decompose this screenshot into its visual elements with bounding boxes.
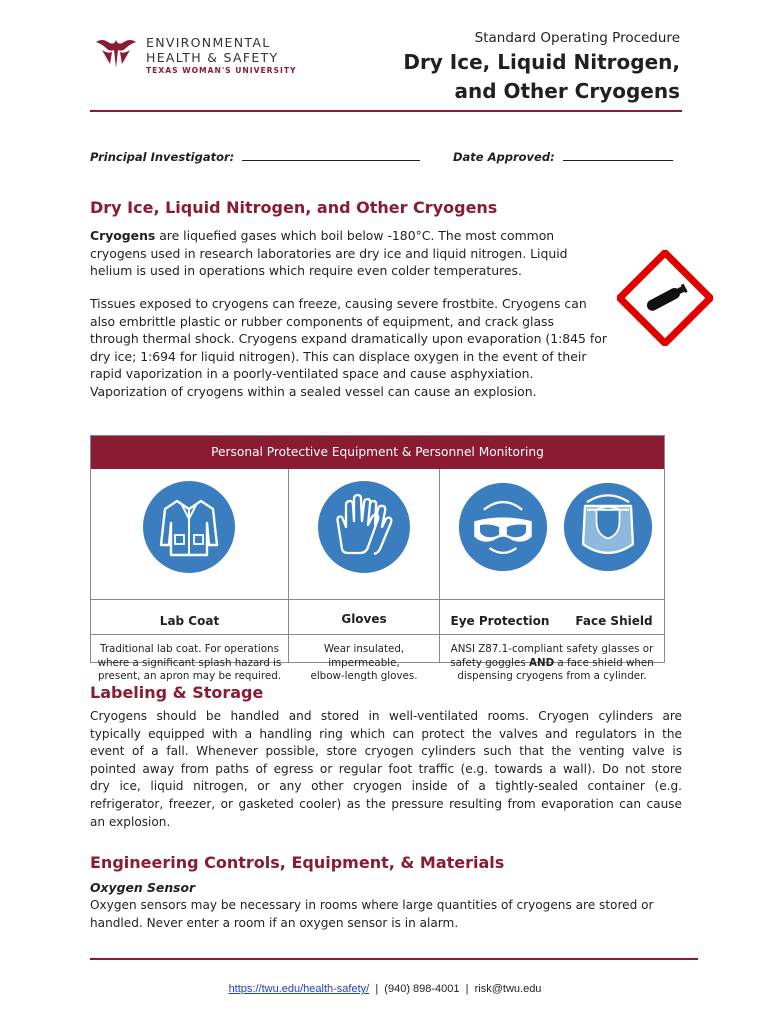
labeling-heading: Labeling & Storage: [90, 683, 264, 702]
header-divider: [90, 110, 682, 112]
intro-heading: Dry Ice, Liquid Nitrogen, and Other Cryogens: [90, 198, 498, 217]
labeling-line7: an explosion.: [90, 814, 171, 829]
lab-coat-label: Lab Coat: [159, 614, 220, 628]
lab-coat-desc-line2: where a significant splash hazard is: [97, 656, 282, 669]
goggles-icon: [457, 481, 549, 573]
footer-phone: (940) 898-4001: [384, 983, 460, 995]
date-blank-line: [563, 149, 673, 161]
ppe-table-header: Personal Protective Equipment & Personnel Monitoring: [91, 436, 664, 469]
eye-desc-line2-c: a face shield when: [554, 656, 654, 669]
pi-blank-line: [242, 149, 420, 161]
lab-coat-description: [97, 643, 282, 684]
labeling-line5: dry ice, liquid nitrogen, or any other cryogen inside of a tightly-sealed container (e.g.: [90, 779, 682, 794]
face-shield-icon: [562, 481, 654, 573]
gloves-description: [295, 643, 433, 684]
ppe-divider: [91, 599, 288, 600]
intro-paragraph-1: [90, 227, 610, 280]
document-title-line1: Dry Ice, Liquid Nitrogen,: [403, 50, 680, 74]
principal-investigator-field: [90, 149, 420, 164]
intro-p1-line2: cryogens used in research laboratories are dry ice and liquid nitrogen. Liquid: [90, 245, 568, 261]
eye-desc-line2-a: safety goggles: [450, 656, 529, 669]
gas-cylinder-hazard-icon: [617, 250, 713, 346]
logo-text-line1: ENVIRONMENTAL: [146, 35, 271, 50]
eye-face-description: [442, 643, 662, 684]
footer-divider: [90, 958, 698, 960]
labeling-line3: event of a fall. Whenever possible, store cryogen cylinders such that the venting valve is: [90, 744, 682, 759]
gloves-desc-line1: Wear insulated,: [323, 643, 405, 655]
footer-separator: |: [369, 983, 385, 995]
document-title: [403, 48, 680, 106]
eye-desc-line1: ANSI Z87.1-compliant safety glasses or: [450, 643, 654, 655]
ppe-divider: [91, 634, 288, 635]
intro-paragraph-2: [90, 295, 615, 401]
twu-emblem-icon: [94, 38, 138, 70]
engineering-heading: Engineering Controls, Equipment, & Materials: [90, 853, 505, 872]
ppe-divider: [289, 634, 439, 635]
ehs-logo: [94, 34, 297, 78]
pi-label: Principal Investigator:: [90, 150, 235, 164]
eye-desc-line3: dispensing cryogens from a cylinder.: [457, 670, 647, 682]
eye-protection-label: Eye Protection: [450, 614, 550, 628]
lab-coat-desc-line1: Traditional lab coat. For operations: [100, 643, 279, 655]
ppe-divider: [440, 634, 664, 635]
engineering-line1: Oxygen sensors may be necessary in rooms where large quantities of cryogens are stored or: [90, 898, 654, 912]
document-title-line2: and Other Cryogens: [454, 79, 680, 103]
ppe-divider: [289, 599, 439, 600]
engineering-line2: handled. Never enter a room if an oxygen sensor is in alarm.: [90, 915, 459, 930]
intro-p1-line3: helium is used in operations which require even colder temperatures.: [90, 263, 522, 279]
gloves-label: Gloves: [341, 612, 387, 626]
ppe-table: [90, 435, 665, 682]
intro-p1-line1: are liquefied gases which boil below -180°C. The most common: [155, 228, 555, 243]
face-shield-label: Face Shield: [575, 614, 653, 628]
gloves-icon: [316, 479, 412, 575]
oxygen-sensor-subheading: Oxygen Sensor: [90, 880, 196, 895]
logo-text-line2: HEALTH & SAFETY: [146, 50, 279, 65]
footer: [0, 983, 770, 995]
labeling-line4: pointed away from paths of egress or regular foot traffic (e.g. towards a wall). Do not store: [90, 761, 682, 776]
labeling-line2: typically equipped with a handling ring which can protect the valves and regulators in the: [90, 726, 682, 741]
date-approved-field: [453, 149, 673, 164]
intro-p2-line3: through thermal shock. Cryogens expand dramatically upon evaporation (1:845 for: [90, 331, 607, 347]
labeling-line1: Cryogens should be handled and stored in well-ventilated rooms. Cryogen cylinders are: [90, 709, 682, 723]
footer-email: risk@twu.edu: [474, 983, 542, 995]
labeling-paragraph: [90, 708, 682, 831]
lab-coat-desc-line3: present, an apron may be required.: [97, 670, 282, 682]
labeling-line6: refrigerator, freezer, or gasketed cooler) as the pressure resulting from evaporation can cause: [90, 796, 682, 811]
lab-coat-icon: [141, 479, 237, 575]
intro-p2-line2: also embrittle plastic or rubber components of equipment, and crack glass: [90, 313, 554, 329]
intro-p2-line1: Tissues exposed to cryogens can freeze, causing severe frostbite. Cryogens can: [90, 296, 587, 311]
gloves-desc-line3: elbow-length gloves.: [310, 670, 418, 682]
logo-text-line3: TEXAS WOMAN'S UNIVERSITY: [146, 66, 297, 75]
engineering-paragraph: [90, 897, 690, 932]
sop-label: Standard Operating Procedure: [474, 30, 680, 46]
ppe-column-gloves: [289, 469, 440, 682]
intro-p2-line5: rapid vaporization in a poorly-ventilated space and cause asphyxiation.: [90, 366, 534, 382]
eye-desc-line2-and: AND: [529, 656, 555, 669]
health-safety-link[interactable]: https://twu.edu/health-safety/: [228, 983, 370, 995]
date-label: Date Approved:: [453, 150, 555, 164]
ppe-divider: [440, 599, 664, 600]
intro-p2-line6: Vaporization of cryogens within a sealed vessel can cause an explosion.: [90, 383, 537, 399]
ppe-column-lab-coat: [91, 469, 289, 682]
footer-separator: |: [459, 983, 475, 995]
eye-desc-line2: [442, 657, 662, 671]
ppe-column-eye-face: [440, 469, 664, 682]
cryogens-bold: Cryogens: [90, 228, 156, 243]
gloves-desc-line2: impermeable,: [328, 656, 400, 669]
intro-p2-line4: dry ice; 1:694 for liquid nitrogen). This can displace oxygen in the event of their: [90, 348, 587, 364]
